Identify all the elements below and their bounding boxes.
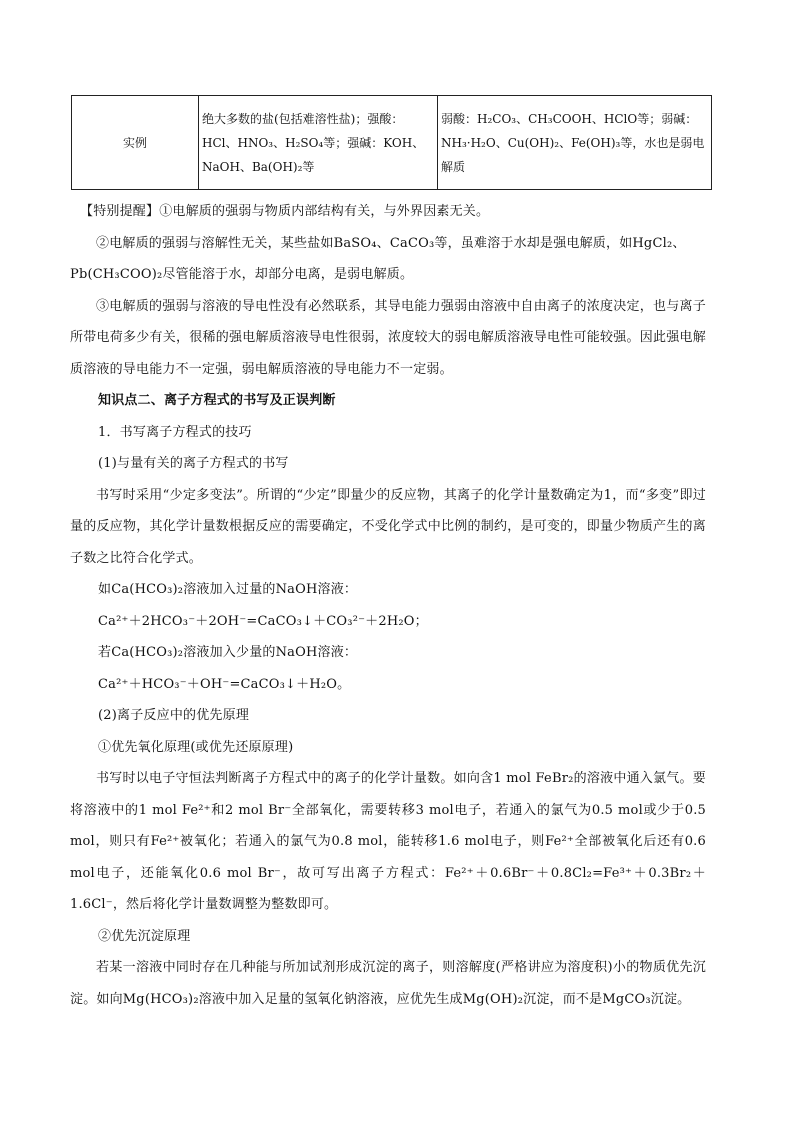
subsection-heading: 1．书写离子方程式的技巧: [98, 424, 252, 440]
subsubsection-heading: (2)离子反应中的优先原理: [98, 708, 250, 723]
table-row: [72, 96, 712, 190]
row-label-cell: 实例: [72, 96, 199, 190]
paragraph: 若某一溶液中同时存在几种能与所加试剂形成沉淀的离子，则溶解度(严格讲应为溶度积)小的物质优先沉淀。如向Mg(HCO₃)₂溶液中加入足量的氢氧化钠溶液，应优先生成Mg(OH)₂沉淀，而不是MgCO₃沉淀。: [70, 960, 706, 1007]
paragraph: ③电解质的强弱与溶液的导电性没有必然联系，其导电能力强弱由溶液中自由离子的浓度决定，也与离子所带电荷多少有关，很稀的强电解质溶液导电性很弱，浓度较大的弱电解质溶液导电性可能较强。因此强电解质溶液的导电能力不一定强，弱电解质溶液的导电能力不一定弱。: [70, 298, 706, 377]
special-note-paragraph: 【特别提醒】①电解质的强弱与物质内部结构有关，与外界因素无关。: [80, 204, 490, 219]
weak-electrolyte-examples-cell: 弱酸：H₂CO₃、CH₃COOH、HClO等；弱碱：NH₃·H₂O、Cu(OH)₂、Fe(OH)₃等，水也是弱电解质: [438, 96, 712, 190]
equation: Ca²⁺＋HCO₃⁻＋OH⁻=CaCO₃↓＋H₂O。: [98, 676, 351, 692]
paragraph: 如Ca(HCO₃)₂溶液加入过量的NaOH溶液：: [98, 582, 358, 597]
paragraph: ②电解质的强弱与溶解性无关，某些盐如BaSO₄、CaCO₃等，虽难溶于水却是强电解质，如HgCl₂、Pb(CH₃COO)₂尽管能溶于水，却部分电离，是弱电解质。: [70, 235, 686, 282]
paragraph: 书写时采用“少定多变法”。所谓的“少定”即量少的反应物，其离子的化学计量数确定为1，而“多变”即过量的反应物，其化学计量数根据反应的需要确定，不受化学式中比例的制约，是可变的，即量少物质产生的离子数之比符合化学式。: [70, 487, 706, 566]
body-text: [70, 196, 706, 1015]
equation: Ca²⁺＋2HCO₃⁻＋2OH⁻=CaCO₃↓＋CO₃²⁻＋2H₂O；: [98, 613, 428, 629]
paragraph: 若Ca(HCO₃)₂溶液加入少量的NaOH溶液：: [98, 645, 358, 660]
strong-electrolyte-examples-cell: 绝大多数的盐(包括难溶性盐)；强酸：HCl、HNO₃、H₂SO₄等；强碱：KOH、NaOH、Ba(OH)₂等: [199, 96, 438, 190]
principle-heading: ②优先沉淀原理: [98, 928, 191, 944]
paragraph: 书写时以电子守恒法判断离子方程式中的离子的化学计量数。如向含1 mol FeBr₂的溶液中通入氯气。要将溶液中的1 mol Fe²⁺和2 mol Br⁻全部氧化，需要转移3 mol电子，若通入的氯气为0.5 mol或少于0.5 mol，则只有Fe²⁺被氧化；若通入的氯气为0.8 mol，能转移1.6 mol电子，则Fe²⁺全部被氧化后还有0.6 mol电子，还能氧化0.6 mol Br⁻，故可写出离子方程式：Fe²⁺＋0.6Br⁻＋0.8Cl₂=Fe³⁺＋0.3Br₂＋1.6Cl⁻，然后将化学计量数调整为整数即可。: [70, 771, 706, 912]
section-heading: 知识点二、离子方程式的书写及正误判断: [98, 393, 336, 408]
principle-heading: ①优先氧化原理(或优先还原原理): [98, 739, 294, 755]
electrolyte-examples-table: [71, 95, 712, 190]
subsubsection-heading: (1)与量有关的离子方程式的书写: [98, 456, 289, 471]
